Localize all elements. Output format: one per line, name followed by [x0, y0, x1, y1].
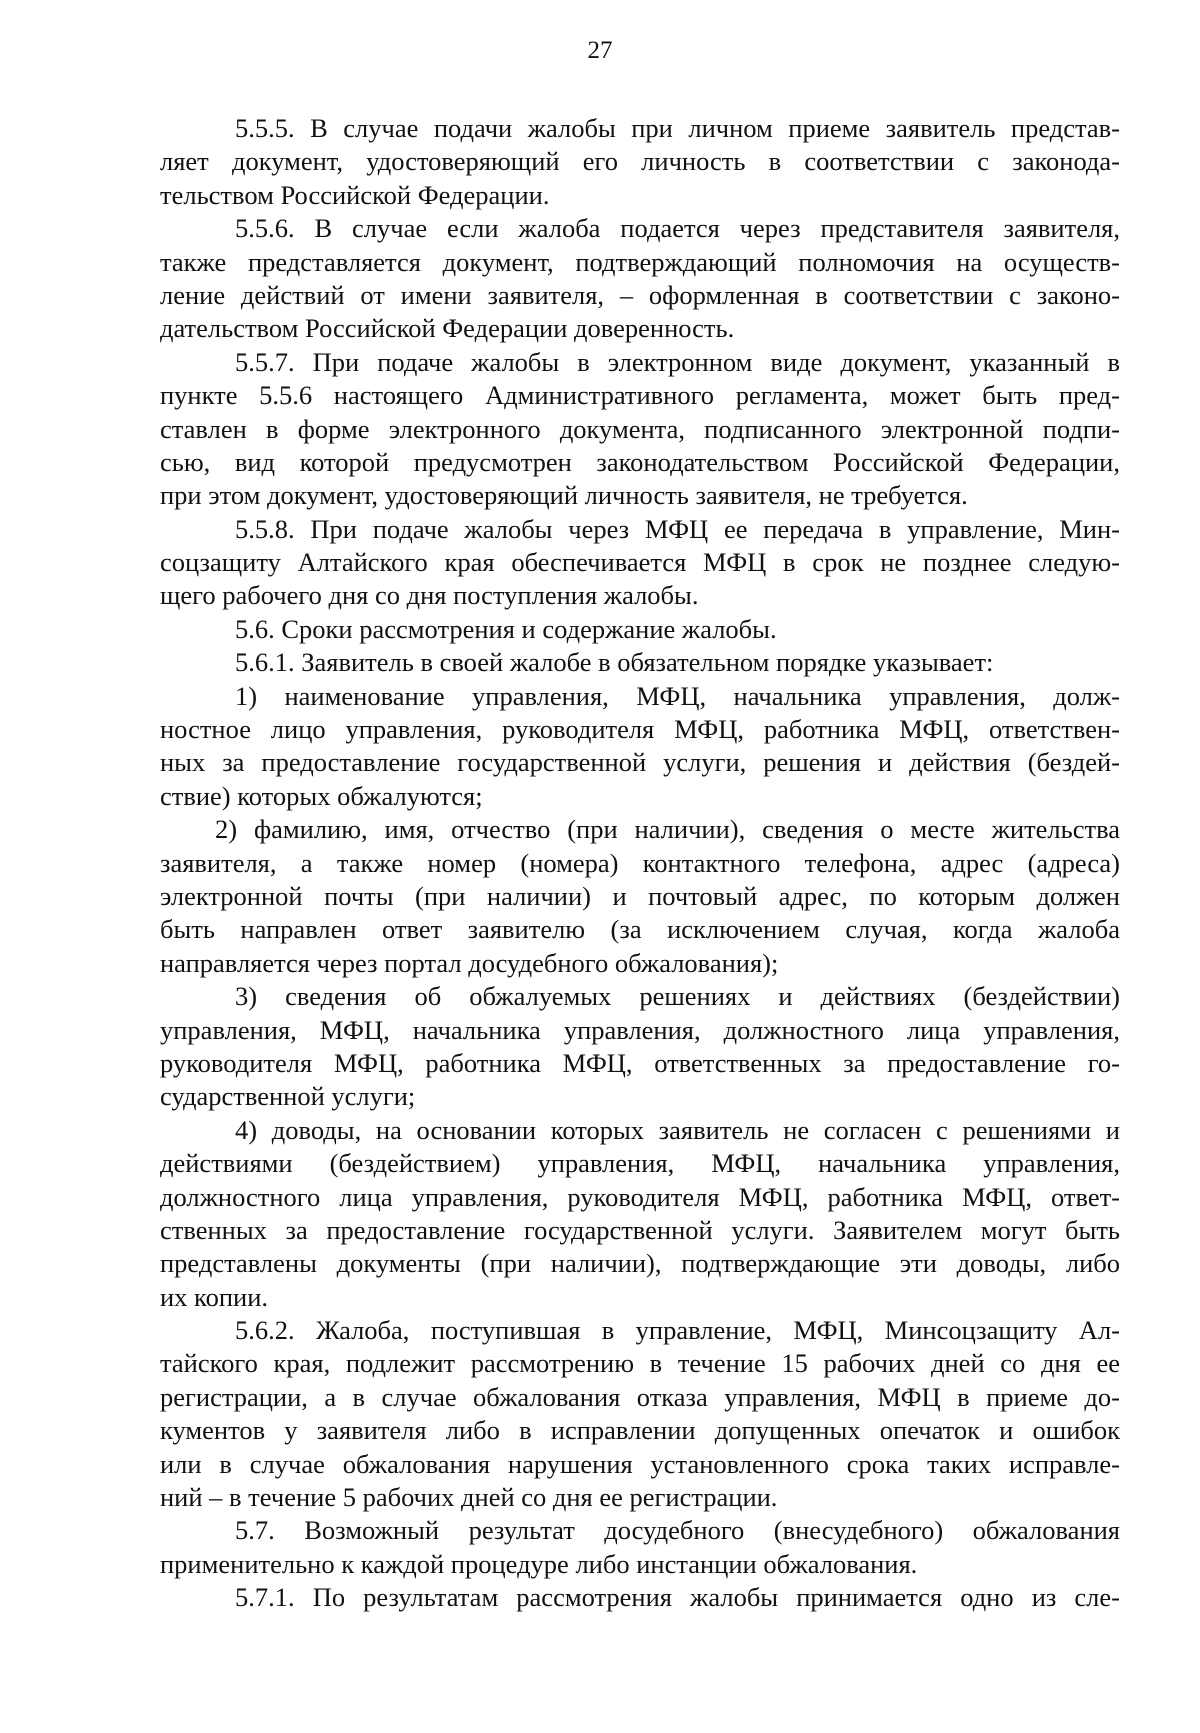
body-text — [160, 112, 1120, 1615]
text-line: при этом документ, удостоверяющий личность заявителя, не требуется. — [160, 480, 968, 511]
text-line: соцзащиту Алтайского края обеспечивается МФЦ в срок не позднее следую- — [160, 547, 1120, 578]
text-line: 2) фамилию, имя, отчество (при наличии), сведения о месте жительства — [215, 814, 1120, 845]
text-line: ственных за предоставление государственной услуги. Заявителем могут быть — [160, 1214, 1120, 1245]
text-line: 5.6.1. Заявитель в своей жалобе в обязательном порядке указывает: — [235, 647, 994, 678]
text-line: сударственной услуги; — [160, 1081, 416, 1112]
text-line: 5.7.1. По результатам рассмотрения жалобы принимается одно из сле- — [235, 1582, 1120, 1613]
text-line: руководителя МФЦ, работника МФЦ, ответственных за предоставление го- — [160, 1047, 1120, 1078]
text-line: ление действий от имени заявителя, – оформленная в соответствии с законо- — [160, 279, 1120, 310]
text-line: представлены документы (при наличии), подтверждающие эти доводы, либо — [160, 1248, 1120, 1279]
text-line: 1) наименование управления, МФЦ, начальника управления, долж- — [235, 680, 1120, 711]
text-line: быть направлен ответ заявителю (за исключением случая, когда жалоба — [160, 914, 1120, 945]
text-line: 4) доводы, на основании которых заявитель не согласен с решениями и — [235, 1114, 1120, 1145]
text-line: ных за предоставление государственной услуги, решения и действия (бездей- — [160, 747, 1120, 778]
text-line: 5.5.7. При подаче жалобы в электронном виде документ, указанный в — [235, 346, 1120, 377]
text-line: дательством Российской Федерации доверенность. — [160, 313, 735, 344]
text-line: ствие) которых обжалуются; — [160, 780, 483, 811]
page-number: 27 — [587, 37, 613, 64]
text-line: 5.5.6. В случае если жалоба подается через представителя заявителя, — [235, 213, 1120, 244]
text-line: ний – в течение 5 рабочих дней со дня ее регистрации. — [160, 1482, 778, 1513]
text-line: 5.7. Возможный результат досудебного (внесудебного) обжалования — [235, 1515, 1120, 1546]
text-line: щего рабочего дня со дня поступления жалобы. — [160, 580, 699, 611]
text-line: или в случае обжалования нарушения установленного срока таких исправле- — [160, 1448, 1120, 1479]
text-line: 5.5.5. В случае подачи жалобы при личном приеме заявитель представ- — [235, 113, 1120, 143]
text-line: тайского края, подлежит рассмотрению в течение 15 рабочих дней со дня ее — [160, 1348, 1120, 1379]
text-line: ностное лицо управления, руководителя МФЦ, работника МФЦ, ответствен- — [160, 714, 1120, 745]
text-line: ставлен в форме электронного документа, подписанного электронной подпи- — [160, 413, 1120, 444]
text-line: регистрации, а в случае обжалования отказа управления, МФЦ в приеме до- — [160, 1381, 1120, 1412]
text-line: тельством Российской Федерации. — [160, 179, 550, 210]
text-line: также представляется документ, подтверждающий полномочия на осуществ- — [160, 246, 1120, 277]
text-line: управления, МФЦ, начальника управления, должностного лица управления, — [160, 1014, 1120, 1045]
text-line: сью, вид которой предусмотрен законодательством Российской Федерации, — [160, 446, 1120, 477]
text-line: должностного лица управления, руководителя МФЦ, работника МФЦ, ответ- — [160, 1181, 1120, 1212]
text-line: применительно к каждой процедуре либо инстанции обжалования. — [160, 1548, 918, 1579]
text-line: направляется через портал досудебного обжалования); — [160, 947, 779, 978]
text-line: электронной почты (при наличии) и почтовый адрес, по которым должен — [160, 880, 1120, 911]
text-line: 5.6.2. Жалоба, поступившая в управление, МФЦ, Минсоцзащиту Ал- — [235, 1315, 1120, 1346]
text-line: ляет документ, удостоверяющий его личность в соответствии с законода- — [160, 146, 1120, 177]
text-line: действиями (бездействием) управления, МФЦ, начальника управления, — [160, 1148, 1120, 1179]
text-line: 5.6. Сроки рассмотрения и содержание жалобы. — [235, 613, 777, 644]
text-line: заявителя, а также номер (номера) контактного телефона, адрес (адреса) — [160, 847, 1120, 878]
text-line: их копии. — [160, 1281, 269, 1312]
text-line: 5.5.8. При подаче жалобы через МФЦ ее передача в управление, Мин- — [235, 513, 1120, 544]
text-line: пункте 5.5.6 настоящего Административного регламента, может быть пред- — [160, 380, 1120, 411]
text-line: 3) сведения об обжалуемых решениях и действиях (бездействии) — [235, 981, 1120, 1012]
text-line: кументов у заявителя либо в исправлении допущенных опечаток и ошибок — [160, 1415, 1120, 1446]
